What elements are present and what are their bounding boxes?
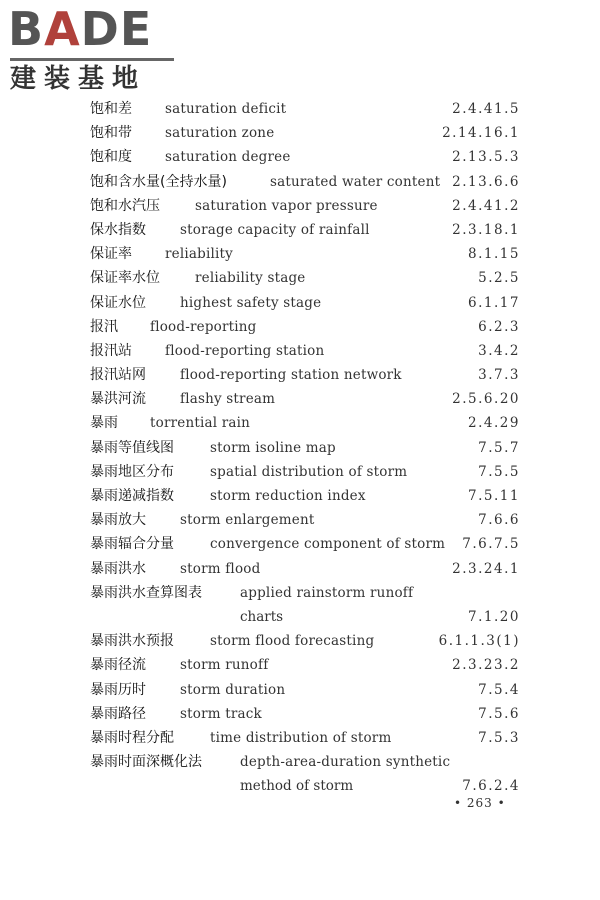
english-term: reliability [165, 246, 233, 263]
chinese-term: 暴雨洪水查算图表 [90, 584, 202, 601]
chinese-term: 饱和度 [90, 149, 132, 166]
glossary-entry [90, 702, 520, 726]
chinese-term: 暴雨洪水 [90, 560, 146, 577]
glossary-entry [90, 750, 520, 798]
glossary-entry [90, 653, 520, 677]
glossary-entry [90, 97, 520, 121]
chinese-term: 暴雨 [90, 415, 118, 432]
section-number: 7.5.6 [478, 705, 520, 722]
logo-rule [10, 58, 174, 61]
section-number: 6.1.1.3(1) [438, 633, 520, 650]
chinese-term: 保水指数 [90, 221, 146, 238]
glossary-entry [90, 629, 520, 653]
english-term: flashy stream [180, 391, 276, 408]
section-number: 2.13.5.3 [452, 149, 520, 166]
chinese-term: 暴雨等值线图 [90, 439, 174, 456]
english-term: highest safety stage [180, 294, 322, 311]
logo [8, 2, 178, 96]
english-term: storm duration [180, 681, 286, 698]
chinese-term: 暴雨路径 [90, 705, 146, 722]
chinese-term: 暴雨历时 [90, 681, 146, 698]
chinese-term: 报汛 [90, 318, 118, 335]
english-term: flood-reporting station [165, 342, 325, 359]
chinese-term: 暴雨时面深概化法 [90, 754, 202, 771]
glossary-entry [90, 170, 520, 194]
chinese-term: 暴雨地区分布 [90, 463, 174, 480]
chinese-term: 暴雨洪水预报 [90, 633, 174, 650]
english-term: storm flood forecasting [210, 633, 375, 650]
glossary-entry [90, 291, 520, 315]
section-number: 8.1.15 [468, 246, 520, 263]
glossary-entry [90, 532, 520, 556]
glossary-entry [90, 242, 520, 266]
section-number: 7.6.2.4 [462, 778, 520, 795]
section-number: 3.7.3 [478, 367, 520, 384]
glossary-entry [90, 121, 520, 145]
glossary-entries [90, 97, 520, 798]
english-term: saturation degree [165, 149, 291, 166]
section-number: 7.5.4 [478, 681, 520, 698]
section-number: 2.4.29 [468, 415, 520, 432]
glossary-entry [90, 145, 520, 169]
chinese-term: 保证水位 [90, 294, 146, 311]
glossary-entry [90, 315, 520, 339]
english-term: storm enlargement [180, 512, 315, 529]
section-number: 2.14.16.1 [442, 125, 520, 142]
english-term: time distribution of storm [210, 729, 392, 746]
glossary-entry [90, 194, 520, 218]
chinese-term: 报汛站网 [90, 367, 146, 384]
english-term: spatial distribution of storm [210, 463, 408, 480]
english-term: reliability stage [195, 270, 306, 287]
page-number: • 263 • [454, 796, 506, 810]
english-term: storm reduction index [210, 488, 366, 504]
glossary-entry [90, 484, 520, 508]
glossary-entry [90, 363, 520, 387]
glossary-entry [90, 678, 520, 702]
chinese-term: 保证率水位 [90, 270, 160, 287]
chinese-term: 保证率 [90, 246, 132, 263]
chinese-term: 暴雨辐合分量 [90, 536, 174, 553]
section-number: 7.5.3 [478, 729, 520, 746]
chinese-term: 报汛站 [90, 342, 132, 359]
english-term: depth-area-duration synthetic [240, 754, 451, 771]
english-term-continued: method of storm [240, 778, 354, 795]
chinese-term: 饱和水汽压 [90, 197, 160, 214]
section-number: 7.5.11 [468, 488, 520, 504]
glossary-entry [90, 726, 520, 750]
glossary-entry [90, 460, 520, 484]
logo-chinese: 建装基地 [10, 64, 147, 94]
english-term: saturation zone [165, 125, 275, 142]
section-number: 2.3.23.2 [452, 657, 520, 674]
english-term: flood-reporting station network [180, 367, 402, 384]
english-term: storage capacity of rainfall [180, 221, 370, 238]
glossary-entry [90, 436, 520, 460]
glossary-entry [90, 411, 520, 435]
chinese-term: 饱和差 [90, 101, 132, 117]
english-term: saturation deficit [165, 101, 287, 117]
glossary-entry [90, 339, 520, 363]
chinese-term: 暴雨递减指数 [90, 488, 174, 504]
glossary-entry [90, 581, 520, 629]
section-number: 7.5.7 [478, 439, 520, 456]
chinese-term: 暴雨放大 [90, 512, 146, 529]
section-number: 2.4.41.5 [452, 101, 520, 117]
chinese-term: 饱和带 [90, 125, 132, 142]
glossary-entry [90, 557, 520, 581]
english-term: storm isoline map [210, 439, 336, 456]
glossary-entry [90, 218, 520, 242]
chinese-term: 暴雨径流 [90, 657, 146, 674]
section-number: 2.3.24.1 [452, 560, 520, 577]
english-term: storm track [180, 705, 262, 722]
section-number: 7.5.5 [478, 463, 520, 480]
english-term: torrential rain [150, 415, 251, 432]
english-term: storm runoff [180, 657, 269, 674]
english-term: flood-reporting [150, 318, 257, 335]
section-number: 2.4.41.2 [452, 197, 520, 214]
section-number: 2.3.18.1 [452, 221, 520, 238]
section-number: 2.13.6.6 [452, 173, 520, 190]
section-number: 5.2.5 [478, 270, 520, 287]
english-term: applied rainstorm runoff [240, 584, 414, 601]
glossary-entry [90, 508, 520, 532]
section-number: 6.1.17 [468, 294, 520, 311]
section-number: 2.5.6.20 [452, 391, 520, 408]
glossary-entry [90, 387, 520, 411]
section-number: 6.2.3 [478, 318, 520, 335]
section-number: 7.6.7.5 [462, 536, 520, 553]
english-term: saturated water content [270, 173, 441, 190]
glossary-entry [90, 266, 520, 290]
section-number: 7.1.20 [468, 608, 520, 625]
chinese-term: 饱和含水量(全持水量) [90, 173, 227, 190]
english-term: storm flood [180, 560, 261, 577]
chinese-term: 暴洪河流 [90, 391, 146, 408]
english-term: convergence component of storm [210, 536, 446, 553]
section-number: 3.4.2 [478, 342, 520, 359]
english-term-continued: charts [240, 608, 284, 625]
logo-wordmark: BADE [8, 2, 153, 56]
section-number: 7.6.6 [478, 512, 520, 529]
english-term: saturation vapor pressure [195, 197, 378, 214]
chinese-term: 暴雨时程分配 [90, 729, 174, 746]
